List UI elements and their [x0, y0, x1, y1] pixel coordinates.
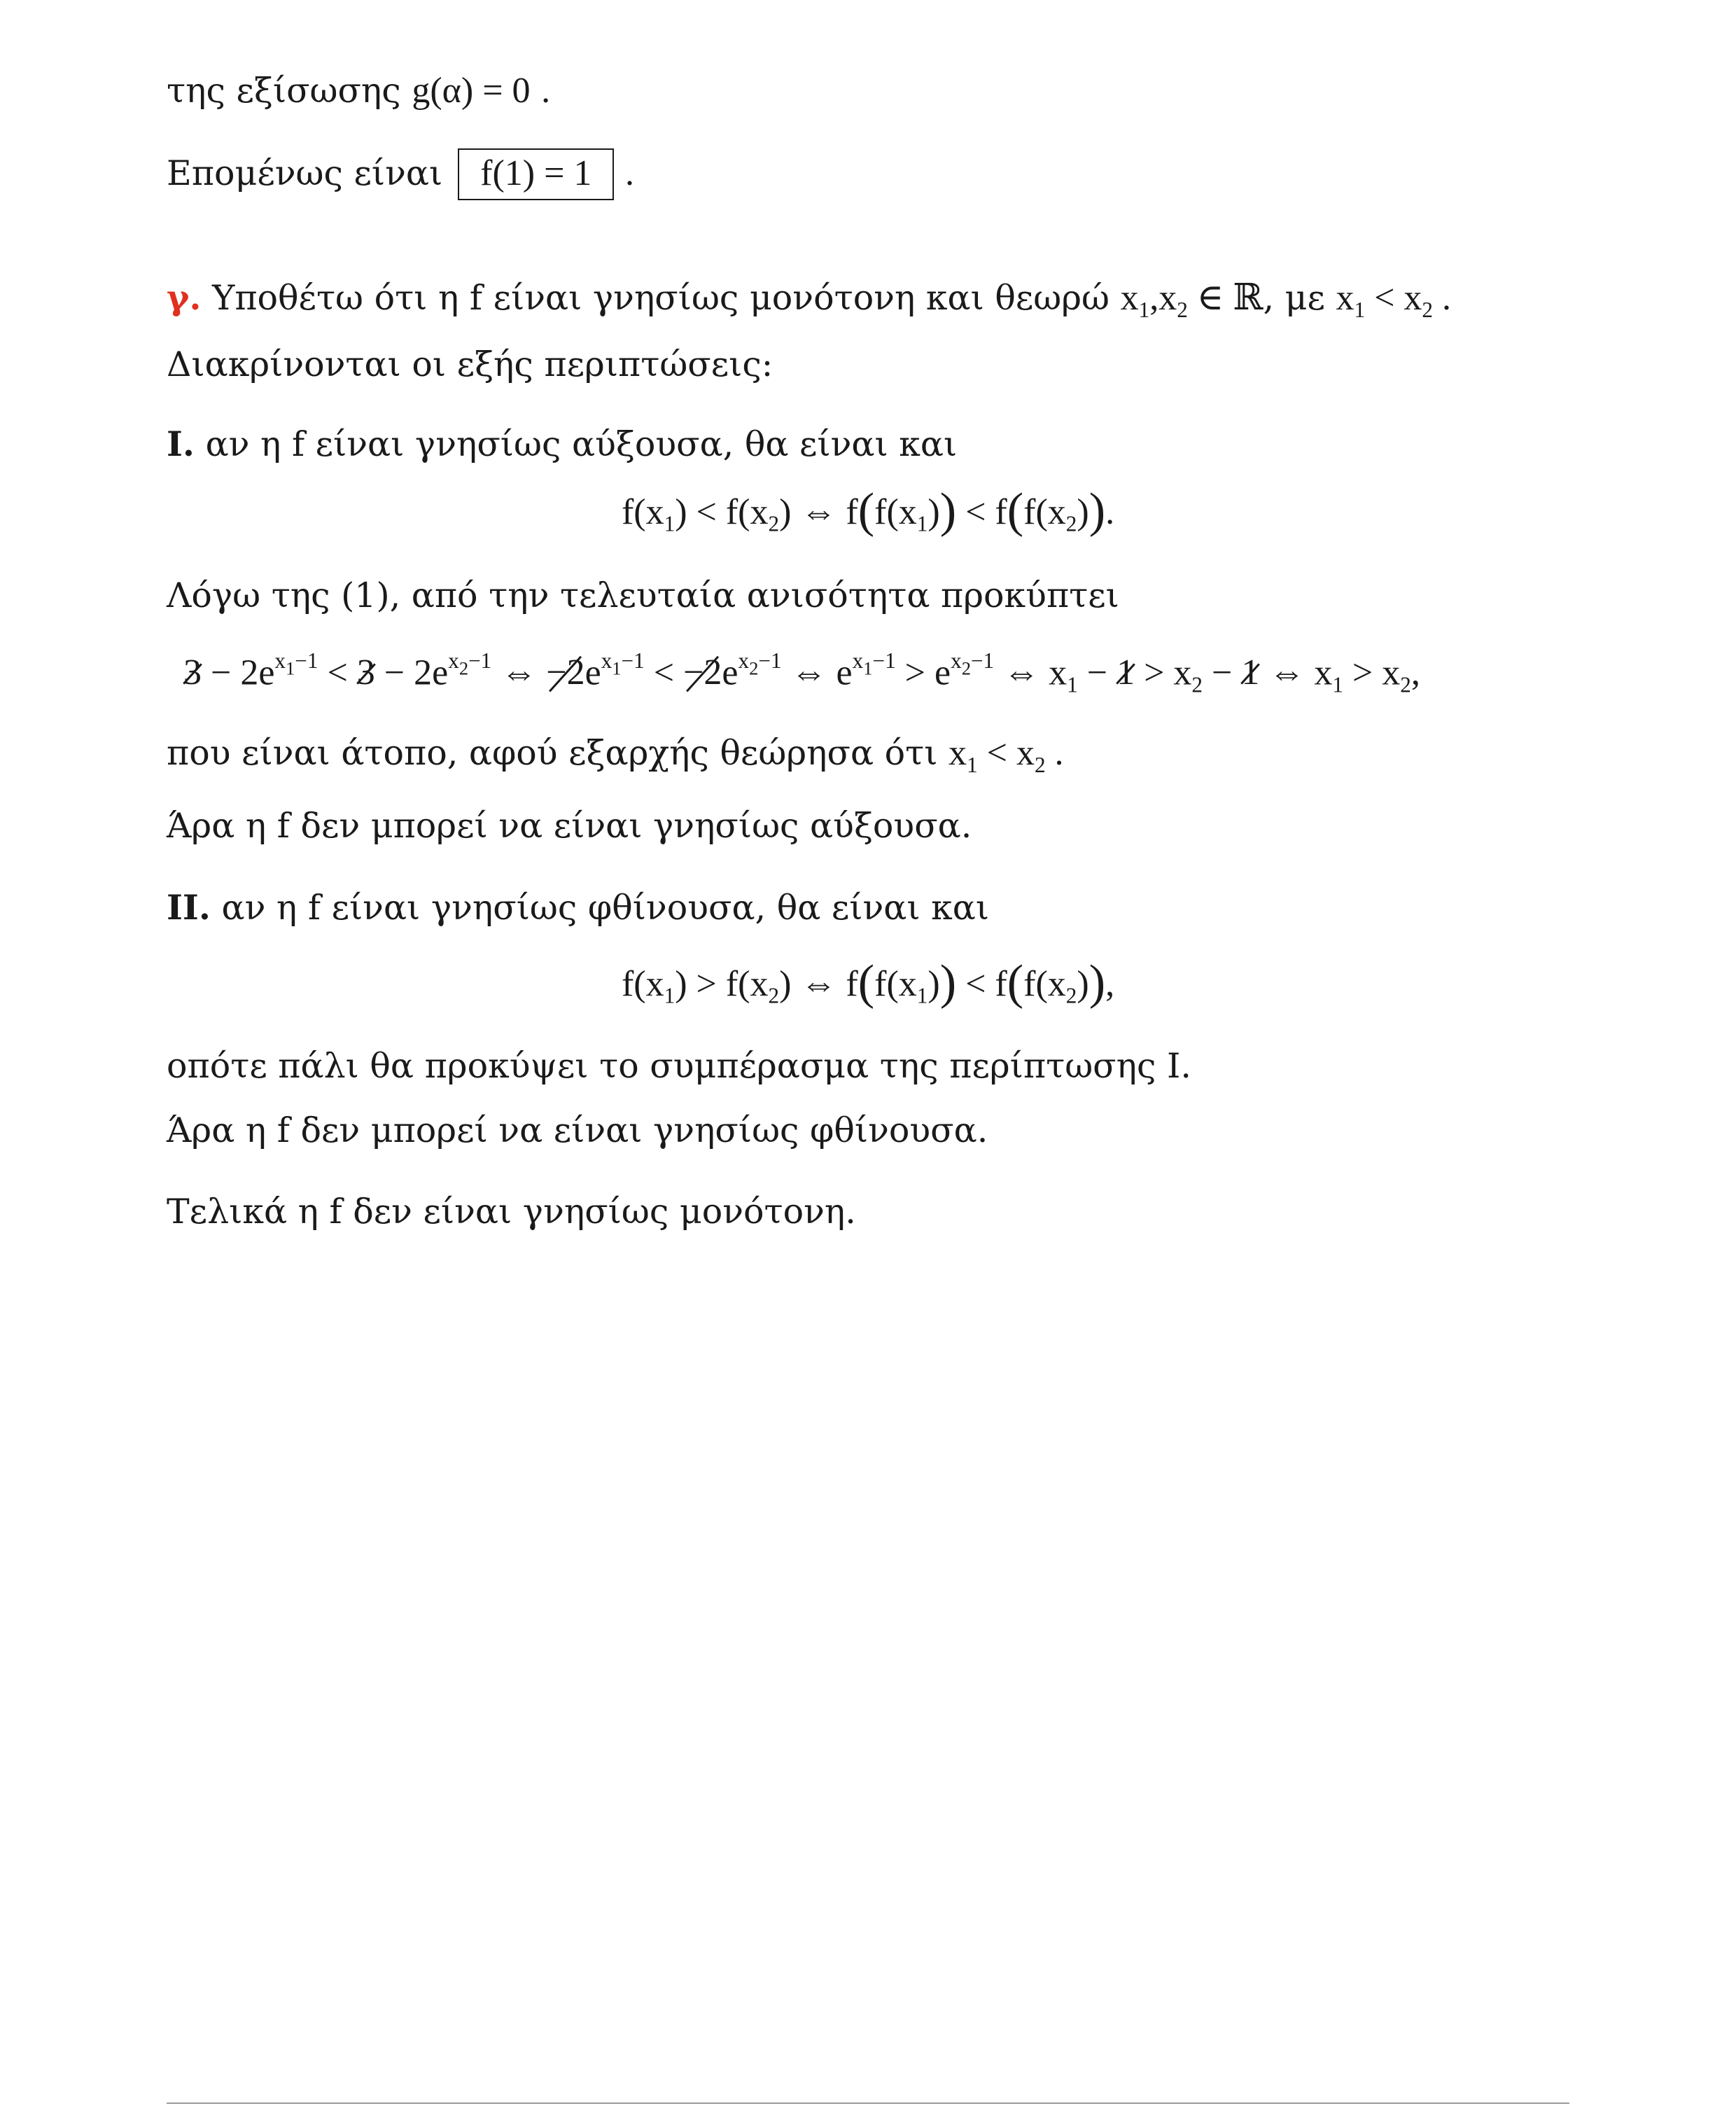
- case-2-equation: $f(x_1) > f(x_2)$ ⇔ $f(f(x_1)) < f(f(x_2))$,: [621, 955, 1115, 1010]
- case-2-label: II.: [167, 887, 211, 928]
- part-gamma-text2: , με: [1263, 278, 1325, 318]
- final-conclusion: Τελικά η f δεν είναι γνησίως μονότονη.: [167, 1192, 856, 1232]
- equation-g-alpha: g(α) = 0: [412, 71, 531, 111]
- cancelled-minus-two: −2: [546, 653, 585, 693]
- absurd-line: [167, 735, 1064, 776]
- text-line-equation-ref: [167, 73, 550, 109]
- cancelled-minus-two: −2: [683, 653, 722, 693]
- again-text: οπότε πάλι θα προκύψει το συμπέρασμα της περίπτωσης I.: [167, 1046, 1191, 1086]
- case-1-label: I.: [167, 424, 195, 464]
- text-line-result: [167, 148, 634, 200]
- result-text: Επομένως είναι: [167, 153, 443, 193]
- period: .: [625, 153, 635, 193]
- case-2-line: [167, 887, 990, 928]
- x1-lt-x2: $x_1 < x_2$ .: [1336, 278, 1451, 322]
- case-1-line: [167, 424, 958, 464]
- cases-intro: Διακρίνονται οι εξής περιπτώσεις:: [167, 344, 774, 384]
- footer-divider: [167, 2102, 1569, 2104]
- cancelled-three: 3: [356, 653, 375, 693]
- period: .: [541, 71, 551, 111]
- conclusion-1: Άρα η f δεν μπορεί να είναι γνησίως αύξουσα.: [167, 806, 972, 846]
- conclusion-2: Άρα η f δεν μπορεί να είναι γνησίως φθίνουσα.: [167, 1110, 988, 1150]
- derivation-equation: $3 - 2e^{x_1-1} < 3 - 2e^{x_2-1}$ ⇔ $-2e^{x_1-1} < -2e^{x_2-1}$ ⇔ $e^{x_1-1} > e^{x_2-1}$ ⇔ $x_1 - 1 > x_2 - 1$ ⇔ $x_1 > x_2$,: [183, 648, 1420, 697]
- part-gamma-label: γ.: [167, 277, 202, 318]
- cancelled-three: 3: [183, 653, 202, 693]
- case-2-text: αν η f είναι γνησίως φθίνουσα, θα είναι και: [221, 888, 990, 928]
- case-1-text: αν η f είναι γνησίως αύξουσα, θα είναι και: [205, 424, 958, 464]
- boxed-result: f(1) = 1: [458, 148, 614, 200]
- cancelled-one: 1: [1116, 653, 1135, 693]
- cancelled-one: 1: [1241, 653, 1260, 693]
- x1-x2-domain: $x_1,x_2$ ∈ ℝ: [1120, 278, 1264, 322]
- part-gamma-text: Υποθέτω ότι η f είναι γνησίως μονότονη και θεωρώ: [212, 278, 1110, 318]
- x1-lt-x2: $x_1 < x_2$ .: [948, 733, 1064, 777]
- part-gamma-line: [167, 277, 1451, 322]
- case-1-equation: $f(x_1) < f(x_2)$ ⇔ $f(f(x_1)) < f(f(x_2))$.: [621, 483, 1115, 538]
- absurd-text: που είναι άτοπο, αφού εξαρχής θεώρησα ότι: [167, 733, 938, 773]
- reason-text: Λόγω της (1), από την τελευταία ανισότητα προκύπτει: [167, 576, 1119, 615]
- equation-ref-text: της εξίσωσης: [167, 71, 401, 111]
